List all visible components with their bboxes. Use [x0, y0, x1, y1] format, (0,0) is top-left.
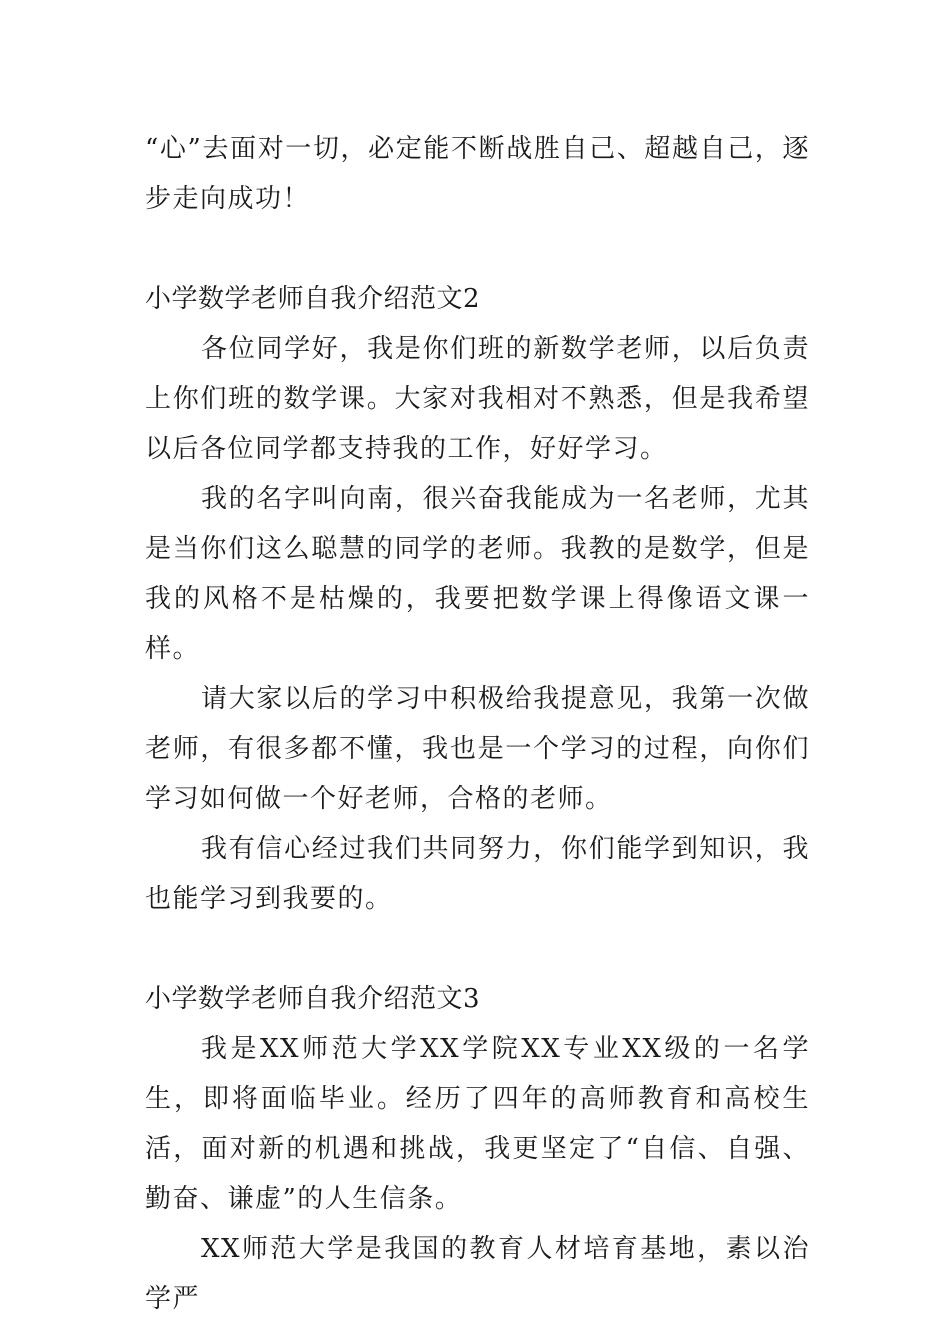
paragraph: 我的名字叫向南，很兴奋我能成为一名老师，尤其是当你们这么聪慧的同学的老师。我教的是数学，但是我的风格不是枯燥的，我要把数学课上得像语文课一样。: [145, 484, 810, 664]
document-body: [145, 124, 810, 1324]
paragraph: 各位同学好，我是你们班的新数学老师，以后负责上你们班的数学课。大家对我相对不熟悉，但是我希望以后各位同学都支持我的工作，好好学习。: [145, 334, 810, 464]
section-heading-3: 小学数学老师自我介绍范文3: [145, 984, 481, 1014]
paragraph: 我是XX师范大学XX学院XX专业XX级的一名学生，即将面临毕业。经历了四年的高师教育和高校生活，面对新的机遇和挑战，我更坚定了“自信、自强、勤奋、谦虚”的人生信条。: [145, 1034, 810, 1214]
paragraph: 请大家以后的学习中积极给我提意见，我第一次做老师，有很多都不懂，我也是一个学习的过程，向你们学习如何做一个好老师，合格的老师。: [145, 684, 810, 814]
paragraph: 我有信心经过我们共同努力，你们能学到知识，我也能学习到我要的。: [145, 834, 810, 914]
paragraph: XX师范大学是我国的教育人材培育基地，素以治学严: [145, 1234, 810, 1314]
paragraph-continuation: “心”去面对一切，必定能不断战胜自己、超越自己，逐步走向成功！: [145, 134, 810, 214]
section-heading-2: 小学数学老师自我介绍范文2: [145, 284, 481, 314]
